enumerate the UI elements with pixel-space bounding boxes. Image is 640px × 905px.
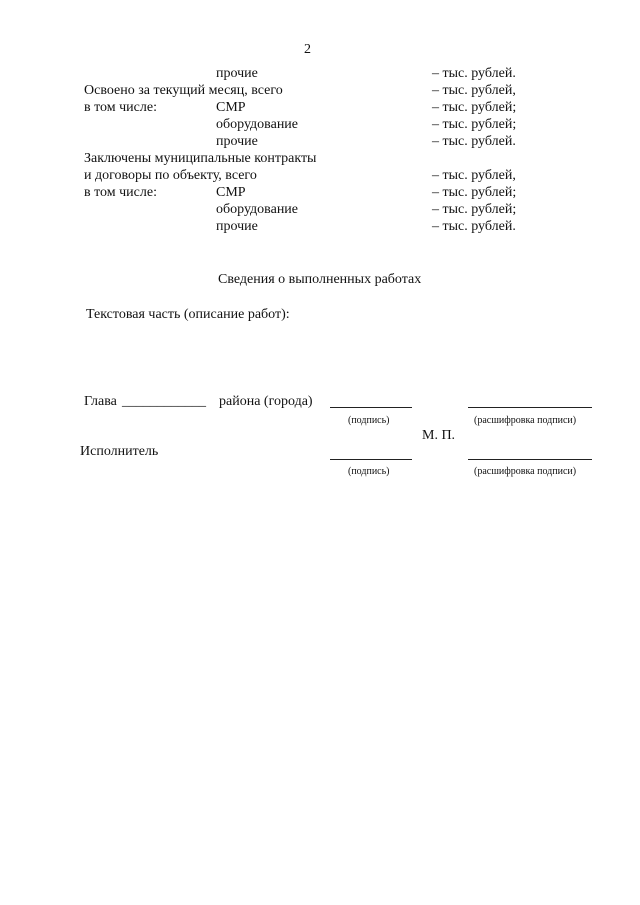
section-title: Сведения о выполненных работах	[218, 272, 422, 287]
text-part-label: Текстовая часть (описание работ):	[86, 307, 290, 322]
seal-label: М. П.	[422, 428, 456, 443]
unit-5: – тыс. рублей.	[432, 134, 516, 149]
executor-label: Исполнитель	[80, 444, 159, 459]
label-including-2: в том числе:	[84, 185, 157, 200]
unit-6: – тыс. рублей,	[432, 168, 516, 183]
label-smr-2: СМР	[216, 185, 246, 200]
unit-1: – тыс. рублей.	[432, 66, 516, 81]
label-other-3: прочие	[216, 219, 258, 234]
head-decode-line	[468, 407, 592, 408]
label-other-2: прочие	[216, 134, 258, 149]
executor-signature-caption: (подпись)	[348, 466, 390, 477]
unit-9: – тыс. рублей.	[432, 219, 516, 234]
label-including-1: в том числе:	[84, 100, 157, 115]
head-signature-line	[330, 407, 412, 408]
district-label: района (города)	[219, 394, 313, 409]
unit-7: – тыс. рублей;	[432, 185, 517, 200]
label-other-1: прочие	[216, 66, 258, 81]
executor-signature-line	[330, 459, 412, 460]
unit-2: – тыс. рублей,	[432, 83, 516, 98]
label-mastered-total: Освоено за текущий месяц, всего	[84, 83, 283, 98]
head-word: Глава	[84, 394, 117, 409]
page-number: 2	[304, 42, 311, 57]
label-smr-1: СМР	[216, 100, 246, 115]
unit-4: – тыс. рублей;	[432, 117, 517, 132]
label-equipment-1: оборудование	[216, 117, 299, 132]
executor-decode-line	[468, 459, 592, 460]
unit-3: – тыс. рублей;	[432, 100, 517, 115]
unit-8: – тыс. рублей;	[432, 202, 517, 217]
label-contracts-line2: и договоры по объекту, всего	[84, 168, 257, 183]
head-signature-caption: (подпись)	[348, 415, 390, 426]
executor-decode-caption: (расшифровка подписи)	[474, 466, 577, 477]
label-contracts-line1: Заключены муниципальные контракты	[84, 151, 317, 166]
label-equipment-2: оборудование	[216, 202, 299, 217]
head-blank: ____________	[122, 394, 206, 409]
head-decode-caption: (расшифровка подписи)	[474, 415, 577, 426]
